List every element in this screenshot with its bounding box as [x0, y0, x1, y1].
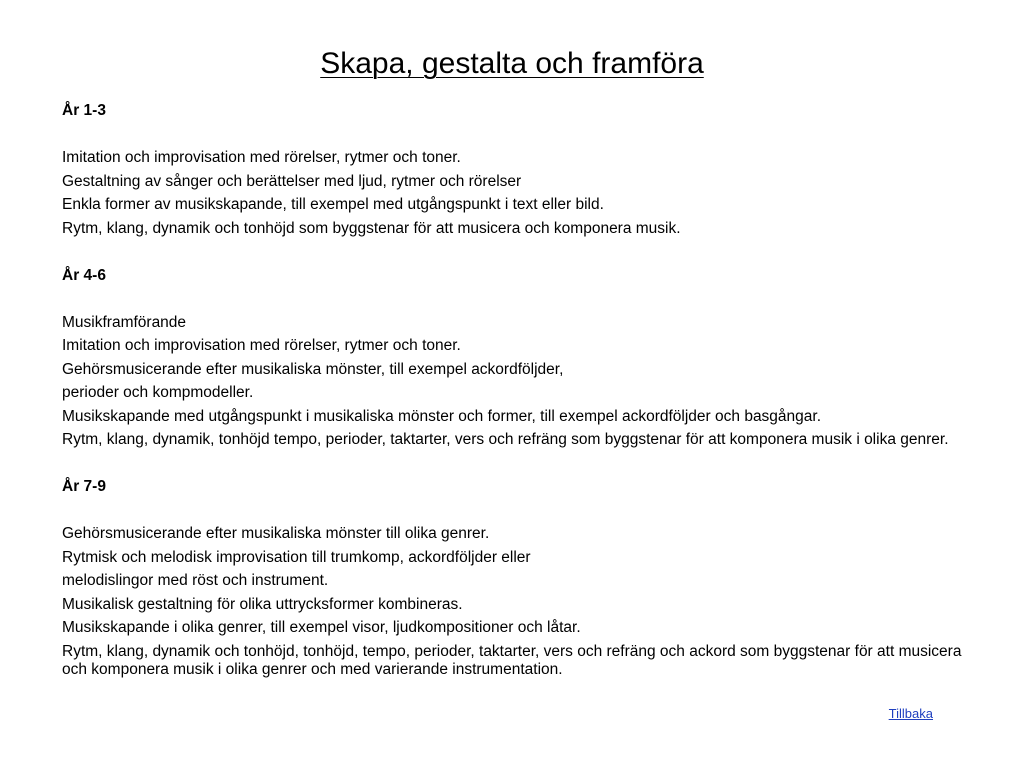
list-item: perioder och kompmodeller.	[62, 384, 254, 401]
list-item: Enkla former av musikskapande, till exempel med utgångspunkt i text eller bild.	[62, 196, 604, 213]
section-spacer	[62, 123, 962, 147]
list-item: Musikframförande	[62, 313, 187, 331]
section-heading: År 1-3	[62, 102, 106, 119]
section-spacer	[62, 287, 962, 311]
list-item: melodislingor med röst och instrument.	[62, 572, 329, 589]
section-ar-4-6	[62, 264, 962, 452]
list-item: Rytm, klang, dynamik och tonhöjd, tonhöjd, tempo, perioder, taktarter, vers och refräng och ackord som byggstenar för att musicera och komponera musik i olika genrer och med varierande instrumentation.	[62, 642, 962, 678]
list-item: Gehörsmusicerande efter musikaliska mönster till olika genrer.	[62, 525, 490, 542]
section-spacer	[62, 240, 962, 264]
list-item: Musikskapande i olika genrer, till exempel visor, ljudkompositioner och låtar.	[62, 619, 581, 636]
list-item: Imitation och improvisation med rörelser, rytmer och toner.	[62, 337, 461, 354]
section-heading: År 7-9	[62, 478, 106, 495]
curriculum-content	[62, 99, 962, 681]
list-item: Rytmisk och melodisk improvisation till trumkomp, ackordföljder eller	[62, 548, 531, 566]
section-spacer	[62, 452, 962, 476]
list-item: Musikskapande med utgångspunkt i musikaliska mönster och former, till exempel ackordföljder och basgångar.	[62, 407, 822, 425]
list-item: Imitation och improvisation med rörelser, rytmer och toner.	[62, 149, 461, 166]
list-item: Gestaltning av sånger och berättelser med ljud, rytmer och rörelser	[62, 172, 522, 190]
list-item: Rytm, klang, dynamik och tonhöjd som byggstenar för att musicera och komponera musik.	[62, 219, 681, 237]
back-link[interactable]: Tillbaka	[888, 706, 933, 721]
list-item: Gehörsmusicerande efter musikaliska mönster, till exempel ackordföljder,	[62, 360, 564, 378]
section-spacer	[62, 499, 962, 523]
section-ar-7-9	[62, 475, 962, 681]
list-item: Musikalisk gestaltning för olika uttrycksformer kombineras.	[62, 595, 463, 613]
section-ar-1-3	[62, 99, 962, 240]
section-heading: År 4-6	[62, 266, 106, 284]
list-item: Rytm, klang, dynamik, tonhöjd tempo, perioder, taktarter, vers och refräng som byggstenar för att komponera musik i olika genrer.	[62, 431, 949, 448]
page-title: Skapa, gestalta och framföra	[320, 47, 704, 80]
